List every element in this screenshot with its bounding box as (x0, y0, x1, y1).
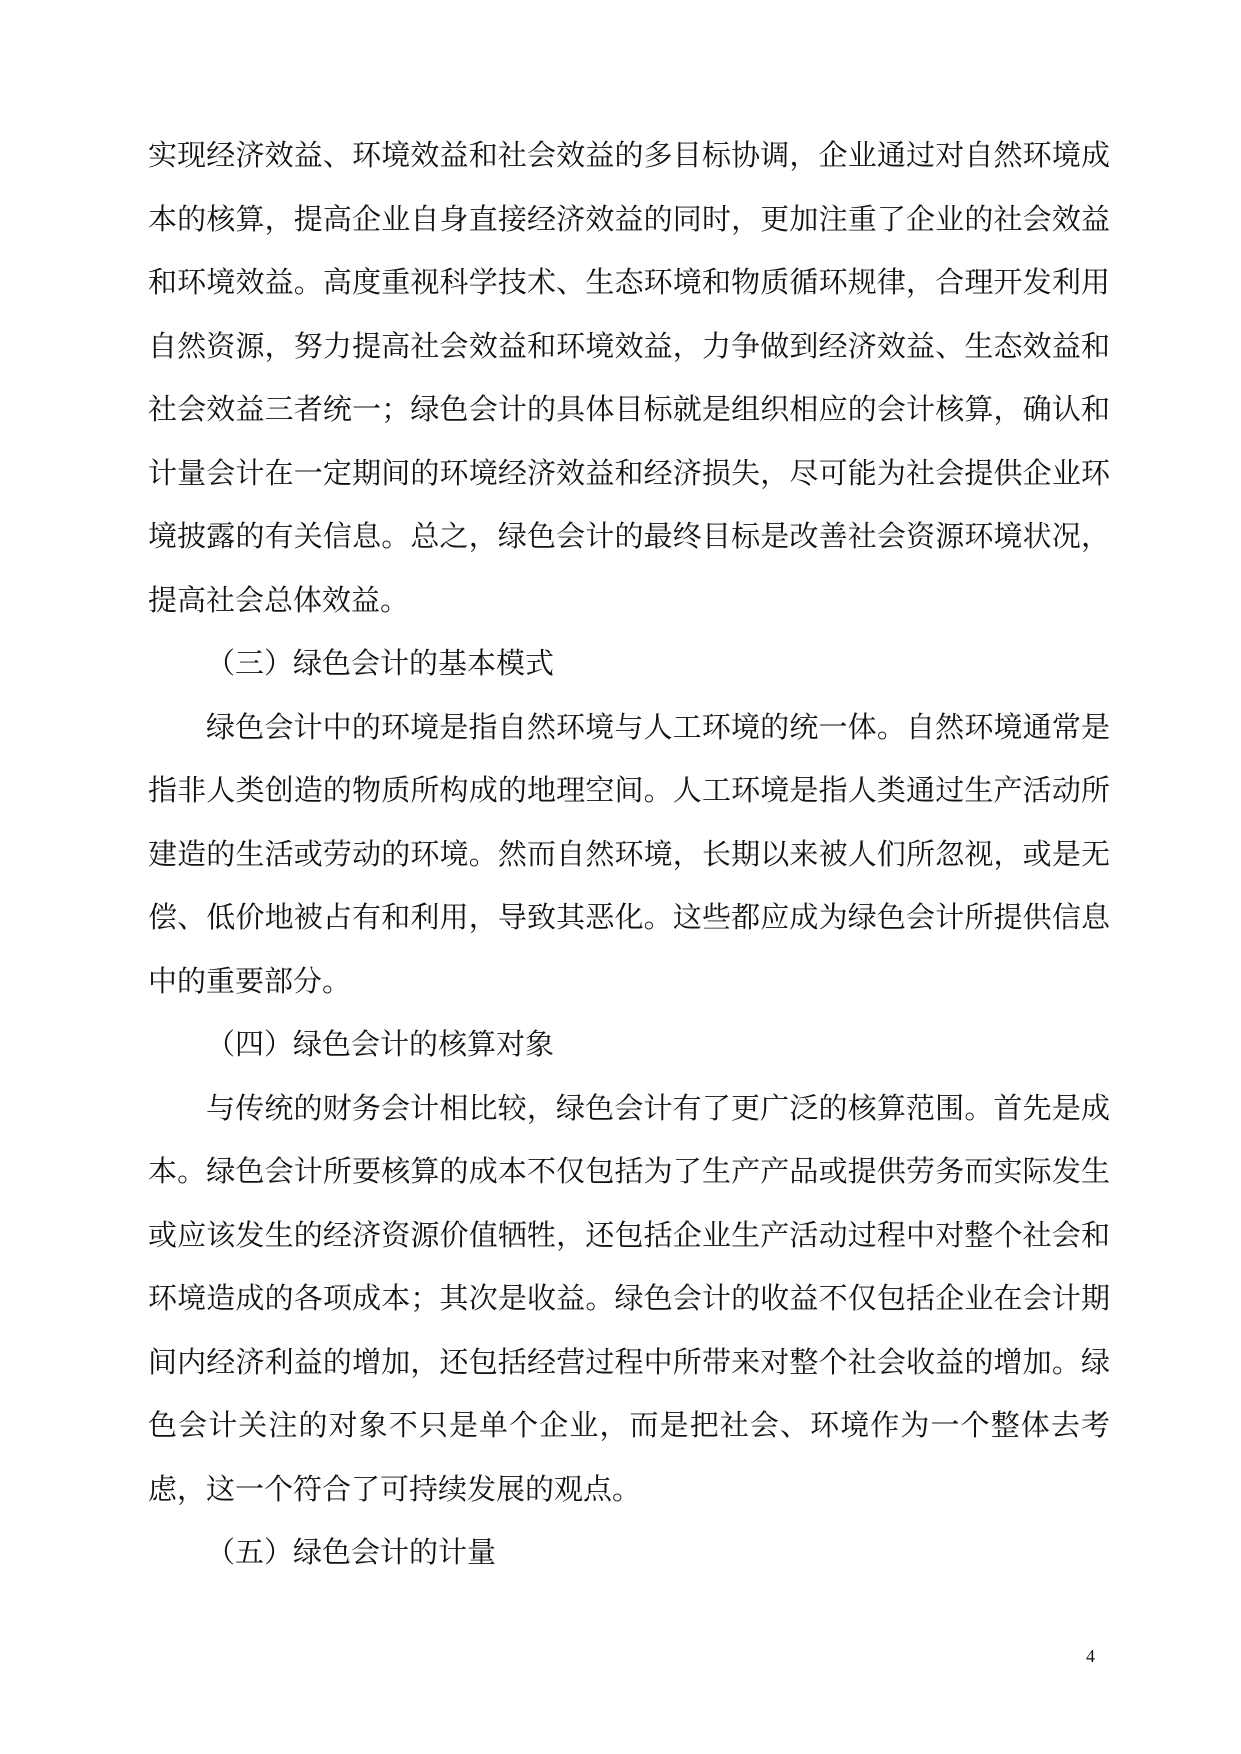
paragraph-environment-definition: 绿色会计中的环境是指自然环境与人工环境的统一体。自然环境通常是指非人类创造的物质所构成的地理空间。人工环境是指人类通过生产活动所建造的生活或劳动的环境。然而自然环境，长期以来被人们所忽视，或是无偿、低价地被占有和利用，导致其恶化。这些都应成为绿色会计所提供信息中的重要部分。 (148, 709, 1110, 998)
paragraph-green-accounting-objectives: 实现经济效益、环境效益和社会效益的多目标协调，企业通过对自然环境成本的核算，提高企业自身直接经济效益的同时，更加注重了企业的社会效益和环境效益。高度重视科学技术、生态环境和物质循环规律，合理开发利用自然资源，努力提高社会效益和环境效益，力争做到经济效益、生态效益和社会效益三者统一；绿色会计的具体目标就是组织相应的会计核算，确认和计量会计在一定期间的环境经济效益和经济损失，尽可能为社会提供企业环境披露的有关信息。总之，绿色会计的最终目标是改善社会资源环境状况，提高社会总体效益。 (148, 138, 1110, 617)
section-heading-measurement: （五）绿色会计的计量 (206, 1535, 497, 1569)
paragraph-accounting-scope: 与传统的财务会计相比较，绿色会计有了更广泛的核算范围。首先是成本。绿色会计所要核算的成本不仅包括为了生产产品或提供劳务而实际发生或应该发生的经济资源价值牺牲，还包括企业生产活动过程中对整个社会和环境造成的各项成本；其次是收益。绿色会计的收益不仅包括企业在会计期间内经济利益的增加，还包括经营过程中所带来对整个社会收益的增加。绿色会计关注的对象不只是单个企业，而是把社会、环境作为一个整体去考虑，这一个符合了可持续发展的观点。 (148, 1090, 1110, 1506)
section-heading-accounting-object: （四）绿色会计的核算对象 (206, 1027, 555, 1061)
page-number: 4 (1086, 1646, 1095, 1666)
body-text (148, 124, 1110, 1585)
section-heading-basic-model: （三）绿色会计的基本模式 (206, 646, 555, 680)
